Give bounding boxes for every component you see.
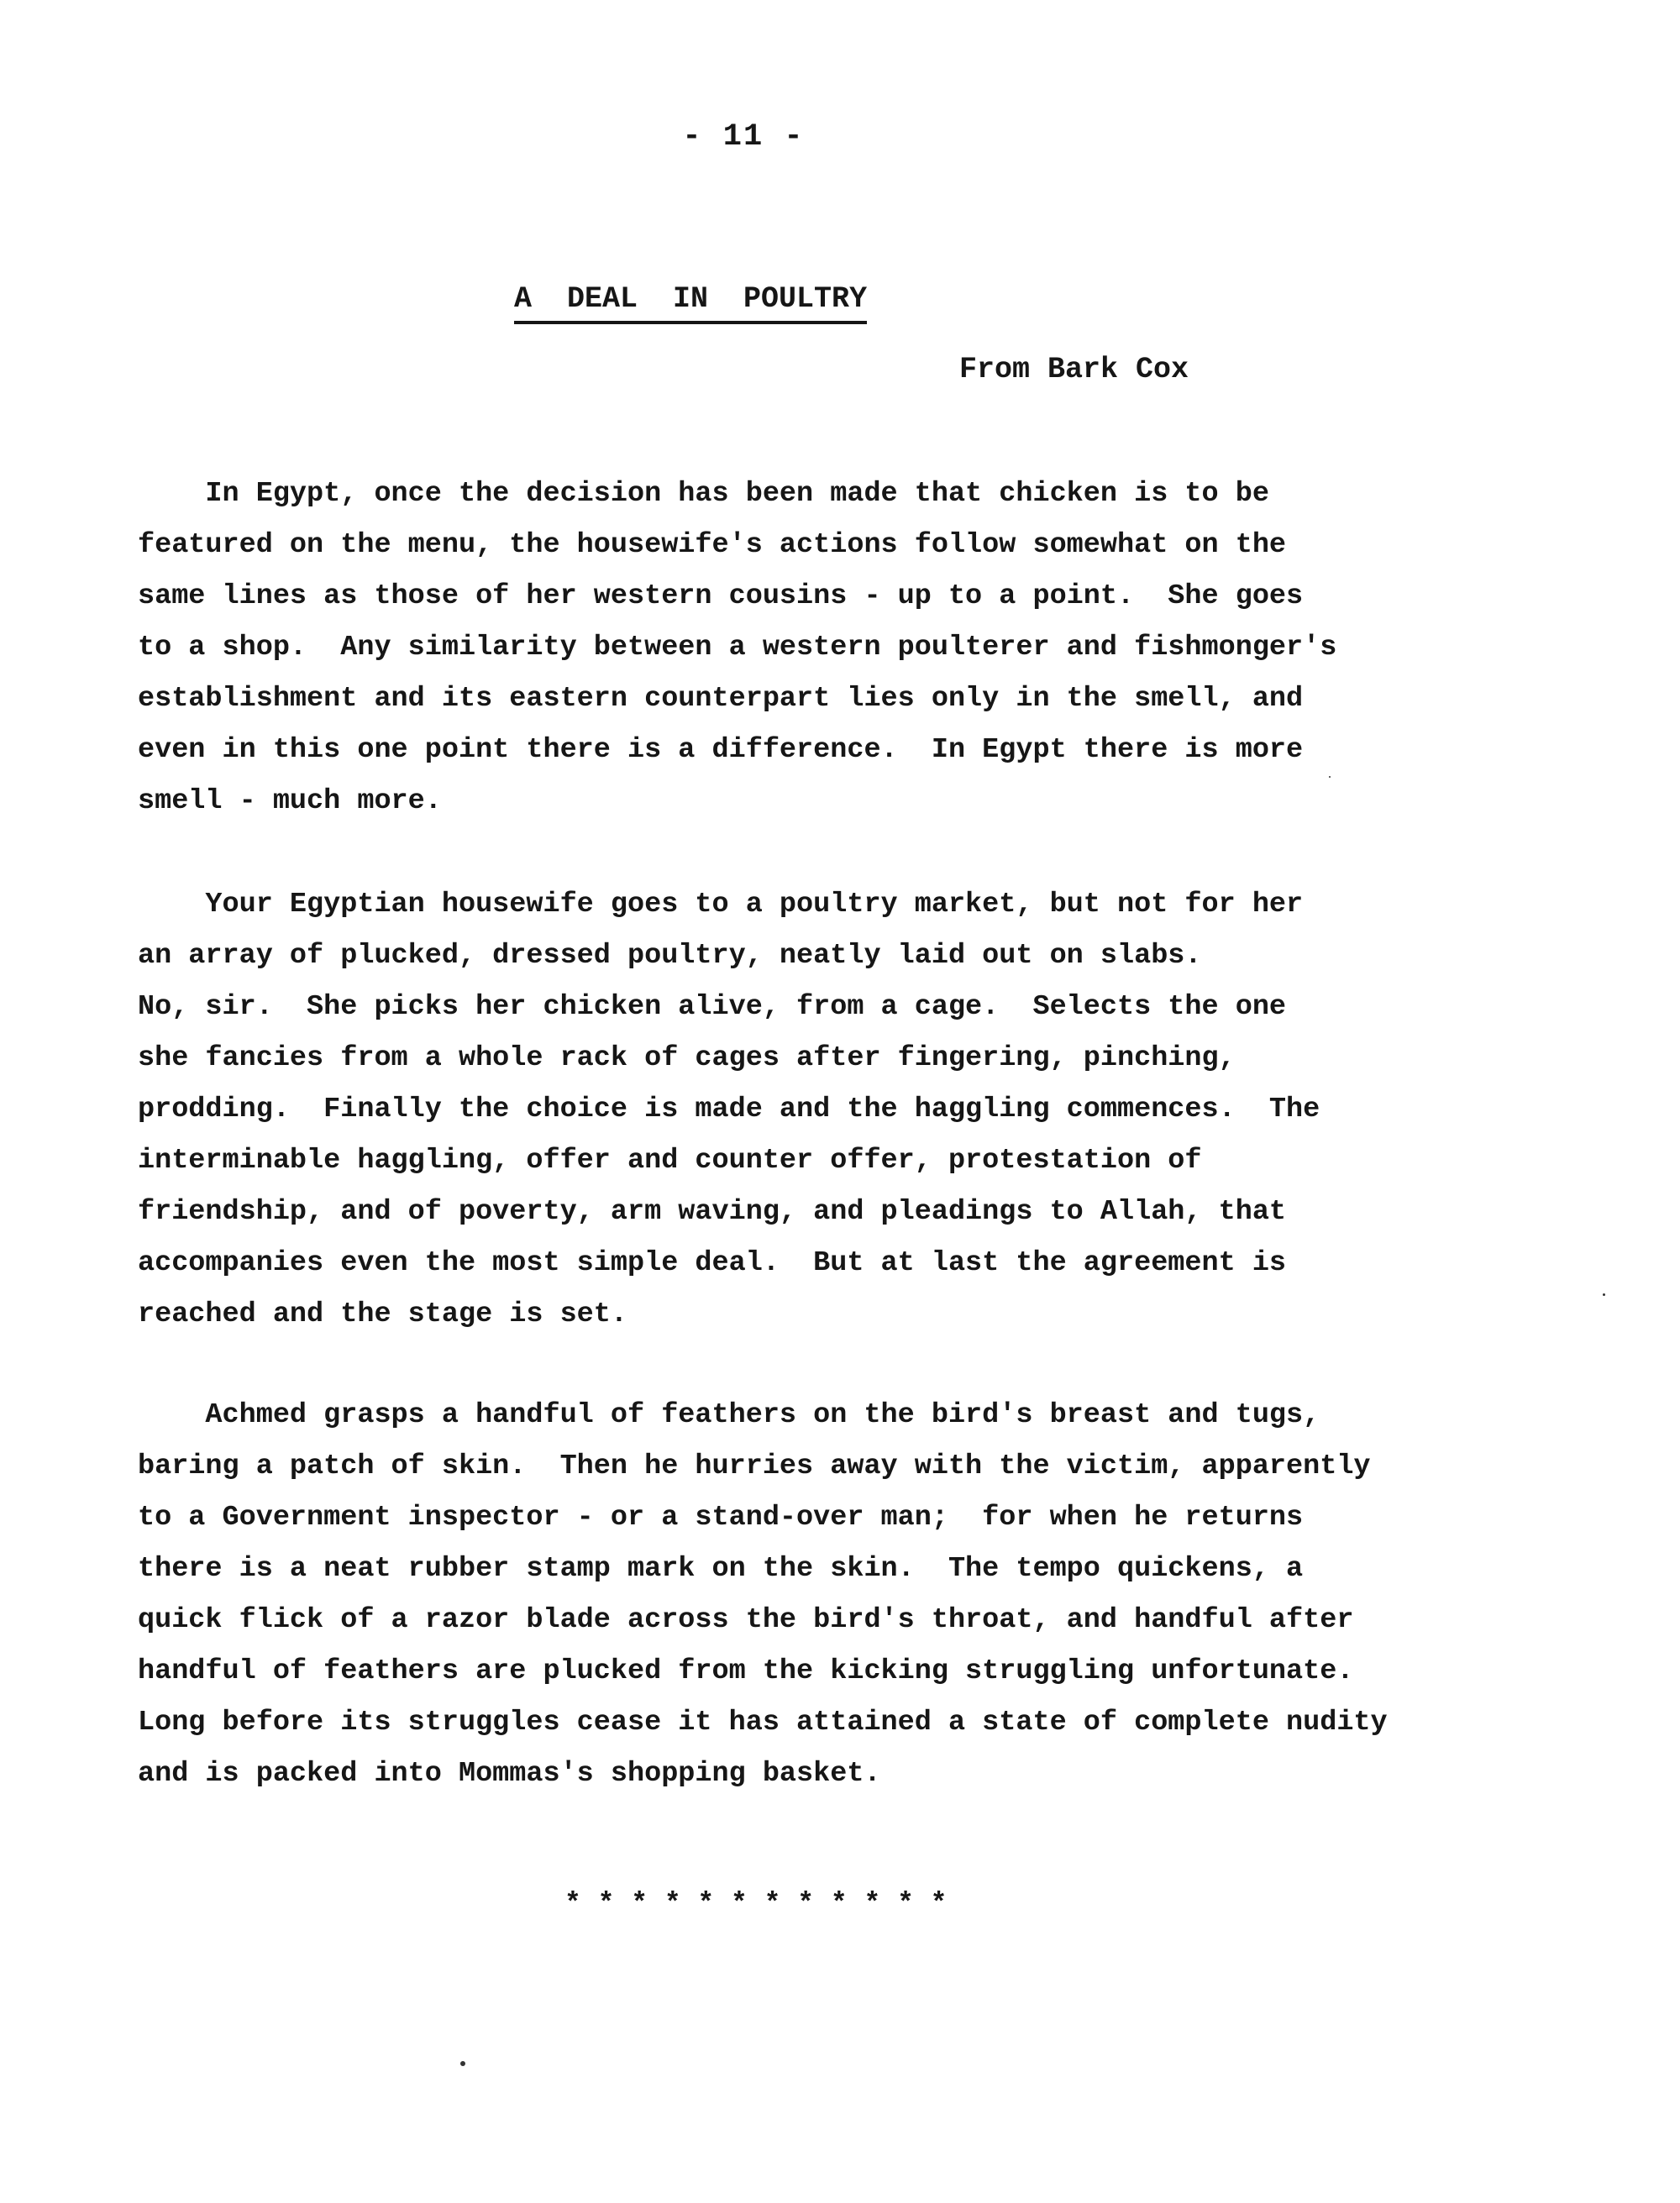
text-line: same lines as those of her western cousins - up to a point. She goes <box>138 580 1304 612</box>
text-line: and is packed into Mommas's shopping basket. <box>138 1758 881 1790</box>
text-line: reached and the stage is set. <box>138 1298 627 1330</box>
paragraph-2 <box>138 879 1320 1340</box>
text-line: even in this one point there is a difference. In Egypt there is more <box>138 734 1304 766</box>
text-line: friendship, and of poverty, arm waving, and pleadings to Allah, that <box>138 1196 1287 1228</box>
paper-speck <box>1329 776 1331 778</box>
text-line: No, sir. She picks her chicken alive, from a cage. Selects the one <box>138 991 1287 1023</box>
text-line: smell - much more. <box>138 785 442 817</box>
paragraph-3 <box>138 1390 1388 1800</box>
section-separator: * * * * * * * * * * * * <box>564 1888 948 1919</box>
text-line: In Egypt, once the decision has been made that chicken is to be <box>138 478 1269 510</box>
article-title: A DEAL IN POULTRY <box>514 282 867 324</box>
paragraph-1 <box>138 469 1336 827</box>
text-line: quick flick of a razor blade across the bird's throat, and handful after <box>138 1604 1354 1636</box>
text-line: to a Government inspector - or a stand-over man; for when he returns <box>138 1502 1304 1534</box>
text-line: establishment and its eastern counterpart lies only in the smell, and <box>138 683 1304 715</box>
paper-speck <box>460 2061 465 2066</box>
text-line: Long before its struggles cease it has attained a state of complete nudity <box>138 1707 1388 1739</box>
text-line: an array of plucked, dressed poultry, neatly laid out on slabs. <box>138 940 1202 972</box>
text-line: featured on the menu, the housewife's actions follow somewhat on the <box>138 529 1287 561</box>
text-line: there is a neat rubber stamp mark on the skin. The tempo quickens, a <box>138 1553 1304 1585</box>
text-line: interminable haggling, offer and counter offer, protestation of <box>138 1145 1202 1177</box>
text-line: Your Egyptian housewife goes to a poultry market, but not for her <box>138 889 1304 921</box>
text-line: she fancies from a whole rack of cages after fingering, pinching, <box>138 1042 1236 1074</box>
text-line: prodding. Finally the choice is made and the haggling commences. The <box>138 1094 1320 1125</box>
text-line: Achmed grasps a handful of feathers on the bird's breast and tugs, <box>138 1399 1320 1431</box>
byline: From Bark Cox <box>959 353 1189 386</box>
text-line: to a shop. Any similarity between a western poulterer and fishmonger's <box>138 632 1337 664</box>
paper-speck <box>1603 1293 1605 1296</box>
page-number: - 11 - <box>682 119 805 155</box>
text-line: baring a patch of skin. Then he hurries away with the victim, apparently <box>138 1450 1371 1482</box>
text-line: handful of feathers are plucked from the kicking struggling unfortunate. <box>138 1655 1354 1687</box>
text-line: accompanies even the most simple deal. But at last the agreement is <box>138 1247 1287 1279</box>
